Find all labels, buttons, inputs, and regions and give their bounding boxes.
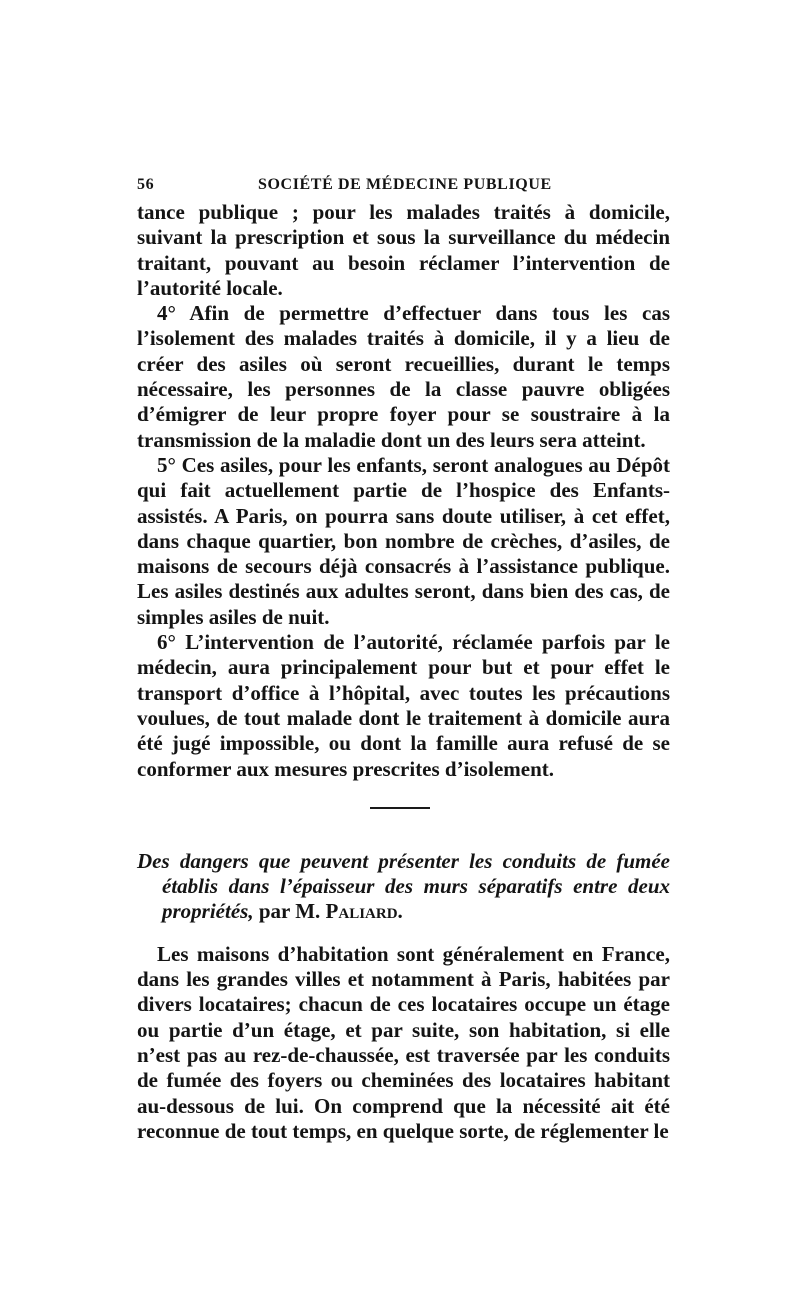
article-heading — [137, 849, 670, 925]
article-title-continuation — [137, 874, 670, 925]
previous-article-text — [137, 200, 670, 782]
author-name: Paliard. — [325, 899, 403, 924]
article-paragraph: Les maisons d’habitation sont généralement en France, dans les grandes villes et notamment à Paris, habitées par divers locataires; chacun de ces locataires occupe un étage ou partie d’un étage, et par suite, son habitation, si elle n’est pas au rez-de-chaussée, est traversée par les conduits de fumée des foyers ou cheminées des locataires habitant au-dessous de lui. On comprend que la nécessité ait été reconnue de tout temps, en quelque sorte, de réglementer le — [137, 941, 670, 1143]
page-number: 56 — [137, 176, 155, 193]
paragraph-item-5: 5° Ces asiles, pour les enfants, seront analogues au Dépôt qui fait actuellement partie de l’hospice des Enfants-assistés. A Paris, on pourra sans doute utiliser, à cet effet, dans chaque quartier, bon nombre de crèches, d’asiles, de maisons de secours déjà consacrés à l’assistance publique. Les asiles destinés aux adultes seront, dans bien des cas, de simples asiles de nuit. — [137, 452, 670, 629]
section-divider — [370, 807, 430, 809]
article-body — [137, 942, 670, 1144]
paragraph-item-6: 6° L’intervention de l’autorité, réclamée parfois par le médecin, aura principalement pour but et pour effet le transport d’office à l’hôpital, avec toutes les précautions voulues, de tout malade dont le traitement à domicile aura été jugé impossible, ou dont la famille aura refusé de se conformer aux mesures prescrites d’isolement. — [137, 630, 670, 781]
article-title-line-1: Des dangers que peuvent présenter les conduits de fumée — [137, 848, 670, 873]
book-page — [137, 176, 670, 1144]
running-head — [137, 176, 670, 200]
paragraph-item-4: 4° Afin de permettre d’effectuer dans tous les cas l’isolement des malades traités à domicile, il y a lieu de créer des asiles où seront recueillies, durant le temps nécessaire, les personnes de la classe pauvre obligées d’émigrer de leur propre foyer pour se soustraire à la transmission de la maladie dont un des leurs sera atteint. — [137, 301, 670, 452]
author-prefix: par M. — [253, 899, 326, 924]
running-head-title: SOCIÉTÉ DE MÉDECINE PUBLIQUE — [258, 176, 552, 193]
article-title-rest: établis dans l’épaisseur des murs séparatifs entre deux propriétés, — [162, 874, 670, 924]
paragraph-continuation: tance publique ; pour les malades traités à domicile, suivant la prescription et sous la surveillance du médecin traitant, pouvant au besoin réclamer l’intervention de l’autorité locale. — [137, 200, 670, 300]
